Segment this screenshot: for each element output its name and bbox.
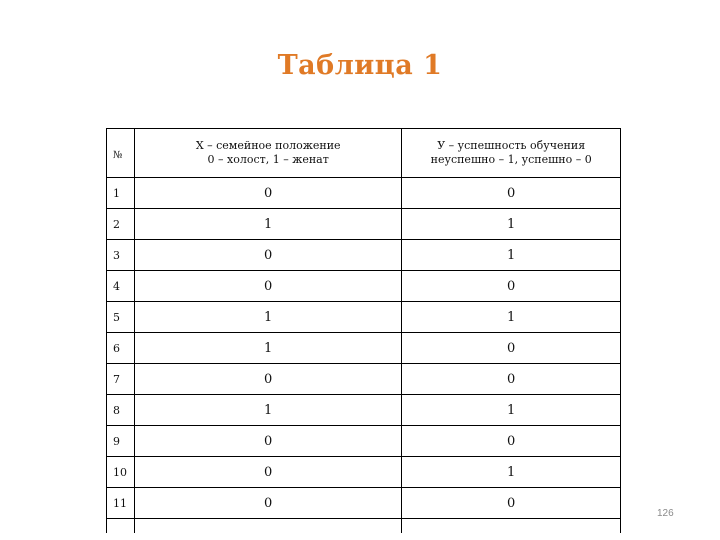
- row-number: 6: [107, 333, 135, 364]
- header-y-title: У – успешность обучения: [437, 139, 586, 152]
- table-row: [107, 364, 621, 395]
- row-number: 11: [107, 488, 135, 519]
- cell-y: 0: [402, 271, 621, 302]
- cell-x: 0: [134, 457, 401, 488]
- cell-y: 0: [402, 426, 621, 457]
- row-number: 2: [107, 209, 135, 240]
- page-number: 126: [657, 508, 674, 519]
- cell-y: 1: [402, 457, 621, 488]
- cell-x: 0: [134, 426, 401, 457]
- row-number: 7: [107, 364, 135, 395]
- header-x-legend: 0 – холост, 1 – женат: [207, 153, 329, 166]
- cell-x: 0: [134, 271, 401, 302]
- table-header-row: [107, 129, 621, 178]
- cell-x: 1: [134, 209, 401, 240]
- cell-y: 1: [402, 395, 621, 426]
- header-x: [134, 129, 401, 178]
- table-row: [107, 302, 621, 333]
- cell-y: 1: [402, 302, 621, 333]
- row-number: 1: [107, 178, 135, 209]
- cell-x: 0: [134, 488, 401, 519]
- table-row: [107, 488, 621, 519]
- table-row: [107, 395, 621, 426]
- cell-x: 0: [134, 240, 401, 271]
- table-row: [107, 333, 621, 364]
- table-row: [107, 178, 621, 209]
- header-x-title: Х – семейное положение: [195, 139, 341, 152]
- table-row: [107, 426, 621, 457]
- row-number: 4: [107, 271, 135, 302]
- data-table: [106, 128, 621, 533]
- cell-x: 0: [134, 178, 401, 209]
- row-number: 8: [107, 395, 135, 426]
- slide-title: Таблица 1: [277, 50, 443, 81]
- cell-x: 1: [134, 302, 401, 333]
- cell-y: 1: [402, 209, 621, 240]
- cutoff-cell: [134, 519, 401, 534]
- row-number: 3: [107, 240, 135, 271]
- cell-y: 0: [402, 364, 621, 395]
- cell-x: 0: [134, 364, 401, 395]
- row-number: 9: [107, 426, 135, 457]
- header-number: №: [107, 129, 135, 178]
- cell-y: 1: [402, 240, 621, 271]
- header-y-legend: неуспешно – 1, успешно – 0: [430, 153, 592, 166]
- table-row: [107, 457, 621, 488]
- table-row: [107, 209, 621, 240]
- cell-y: 0: [402, 333, 621, 364]
- cutoff-cell: [402, 519, 621, 534]
- row-number: 10: [107, 457, 135, 488]
- row-number: 5: [107, 302, 135, 333]
- cutoff-cell: [107, 519, 135, 534]
- table-row: [107, 271, 621, 302]
- header-y: [402, 129, 621, 178]
- table-row-cutoff: [107, 519, 621, 534]
- cell-x: 1: [134, 395, 401, 426]
- cell-y: 0: [402, 178, 621, 209]
- cell-y: 0: [402, 488, 621, 519]
- table-row: [107, 240, 621, 271]
- cell-x: 1: [134, 333, 401, 364]
